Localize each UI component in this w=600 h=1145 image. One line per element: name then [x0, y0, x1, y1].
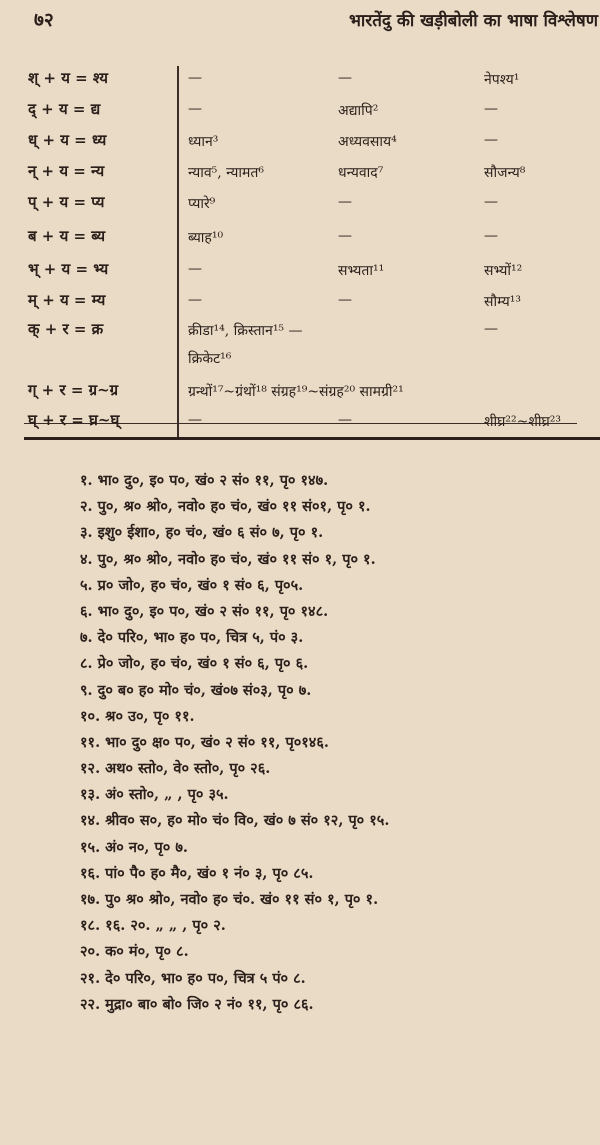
- table-row: [0, 259, 600, 285]
- footnote-separator: [24, 437, 600, 440]
- word-col-1: ध्यान³: [188, 134, 219, 150]
- footnote: ७. दे० परि०, भा० ह० प०, चित्र ५, पं० ३.: [80, 629, 304, 647]
- conjunct-formula: ब + य = ब्य: [28, 227, 106, 245]
- word-col-1: —: [188, 261, 202, 277]
- conjunct-formula: श् + य = श्य: [28, 69, 109, 87]
- table-row: [0, 380, 600, 406]
- footnote: १२. अथ० स्तो०, वे० स्तो०, पृ० २६.: [80, 760, 271, 778]
- word-col-2: धन्यवाद⁷: [338, 165, 384, 181]
- footnote: १. भा० दु०, इ० प०, खं० २ सं० ११, पृ० १४७.: [80, 472, 329, 489]
- word-col-3: सभ्यों¹²: [484, 263, 523, 279]
- word-col-3: शीघ्र²²~शीघ्र²³: [484, 414, 562, 430]
- word-col-3: —: [484, 194, 498, 210]
- table-row: [0, 99, 600, 125]
- word-col-1: क्रीडा¹⁴, क्रिस्तान¹⁵ —: [188, 323, 303, 339]
- conjunct-formula: घ् + र = घ्र~घ्: [28, 411, 120, 429]
- word-col-1: —: [188, 292, 202, 308]
- word-col-1: क्रिकेट¹⁶: [188, 351, 232, 367]
- table-row: [0, 290, 600, 316]
- word-col-2: —: [338, 292, 352, 308]
- conjunct-formula: म् + य = म्य: [28, 291, 106, 309]
- table-row: [0, 161, 600, 187]
- word-col-3: सौम्य¹³: [484, 294, 521, 310]
- word-col-3: —: [484, 228, 498, 244]
- word-col-2: सभ्यता¹¹: [338, 263, 385, 279]
- word-col-2: —: [338, 70, 352, 86]
- word-col-3: सौजन्य⁸: [484, 165, 526, 181]
- footnote: ९. दु० ब० ह० मो० चं०, खं०७ सं०३, पृ० ७.: [80, 681, 312, 699]
- word-col-3: —: [484, 101, 498, 117]
- word-col-1: ग्रन्थों¹⁷~ग्रंथों¹⁸ संग्रह¹⁹~संग्रह²⁰ सामग्री²¹: [188, 384, 404, 400]
- page-number: ७२: [34, 9, 54, 31]
- word-col-2: अध्यवसाय⁴: [338, 134, 397, 150]
- word-col-3: —: [484, 132, 498, 148]
- footnote: २२. मुद्रा० बा० बो० जि० २ नं० ११, पृ० ८६.: [80, 995, 314, 1013]
- footnote: २०. क० मं०, पृ० ८.: [80, 943, 189, 961]
- word-col-1: —: [188, 70, 202, 86]
- table-row: [0, 410, 600, 436]
- footnote: ३. इशु० ईशा०, ह० चं०, खं० ६ सं० ७, पृ० १.: [80, 524, 324, 542]
- word-col-2: —: [338, 194, 352, 210]
- word-col-3: नेपश्य¹: [484, 72, 520, 88]
- footnote: १७. पु० श्र० श्रो०, नवो० ह० चं०. खं० ११ सं० १, पृ० १.: [80, 891, 379, 908]
- footnote: २. पु०, श्र० श्रो०, नवो० ह० चं०, खं० ११ सं०१, पृ० १.: [80, 498, 371, 516]
- word-col-1: —: [188, 101, 202, 117]
- word-col-1: न्याव⁵, न्यामत⁶: [188, 165, 265, 181]
- footnote: १६. पां० पै० ह० मै०, खं० १ नं० ३, पृ० ८५.: [80, 864, 314, 882]
- footnote: १३. अं० स्तो०, „ , पृ० ३५.: [80, 786, 229, 804]
- footnote: ४. पु०, श्र० श्रो०, नवो० ह० चं०, खं० ११ सं० १, पृ० १.: [80, 550, 376, 568]
- footnote: १४. श्रीव० स०, ह० मो० चं० वि०, खं० ७ सं० १२, पृ० १५.: [80, 812, 390, 830]
- footnote: ८. प्रे० जो०, ह० चं०, खं० १ सं० ६, पृ० ६.: [80, 655, 309, 673]
- footnote: ६. भा० दु०, इ० प०, खं० २ सं० ११, पृ० १४८.: [80, 602, 329, 620]
- word-col-2: —: [338, 228, 352, 244]
- conjunct-formula: प् + य = प्य: [28, 193, 105, 211]
- conjunct-formula: भ् + य = भ्य: [28, 260, 109, 278]
- conjunct-formula: द् + य = द्य: [28, 100, 101, 118]
- conjunct-formula: ध् + य = ध्य: [28, 131, 107, 149]
- word-col-3: —: [484, 321, 498, 337]
- conjunct-formula: न् + य = न्य: [28, 162, 105, 180]
- word-col-1: प्यारे⁹: [188, 196, 216, 212]
- word-col-1: —: [188, 412, 202, 428]
- table-row: [0, 192, 600, 218]
- conjunct-formula: क् + र = क्र: [28, 320, 104, 338]
- table-row: [0, 319, 600, 345]
- footnote: ११. भा० दु० क्ष० प०, खं० २ सं० ११, पृ०१४६.: [80, 733, 329, 751]
- footnote: १८. १६. २०. „ „ , पृ० २.: [80, 917, 226, 935]
- footnote: २१. दे० परि०, भा० ह० प०, चित्र ५ पं० ८.: [80, 969, 306, 987]
- table-row: [0, 226, 600, 252]
- conjunct-formula: ग् + र = ग्र~ग्र: [28, 381, 119, 399]
- running-header: भारतेंदु की खड़ीबोली का भाषा विश्लेषण: [348, 11, 598, 31]
- footnote: ५. प्र० जो०, ह० चं०, खं० १ सं० ६, पृ०५.: [80, 576, 304, 594]
- footnotes-list: [80, 470, 590, 1020]
- word-col-2: अद्यापि²: [338, 103, 379, 119]
- footnote: १०. श्र० उ०, पृ० ११.: [80, 707, 195, 725]
- word-col-1: ब्याह¹⁰: [188, 230, 224, 246]
- footnote: १५. अं० न०, पृ० ७.: [80, 838, 188, 856]
- table-row: [0, 347, 600, 373]
- table-row: [0, 130, 600, 156]
- word-col-2: —: [338, 412, 352, 428]
- table-row: [0, 68, 600, 94]
